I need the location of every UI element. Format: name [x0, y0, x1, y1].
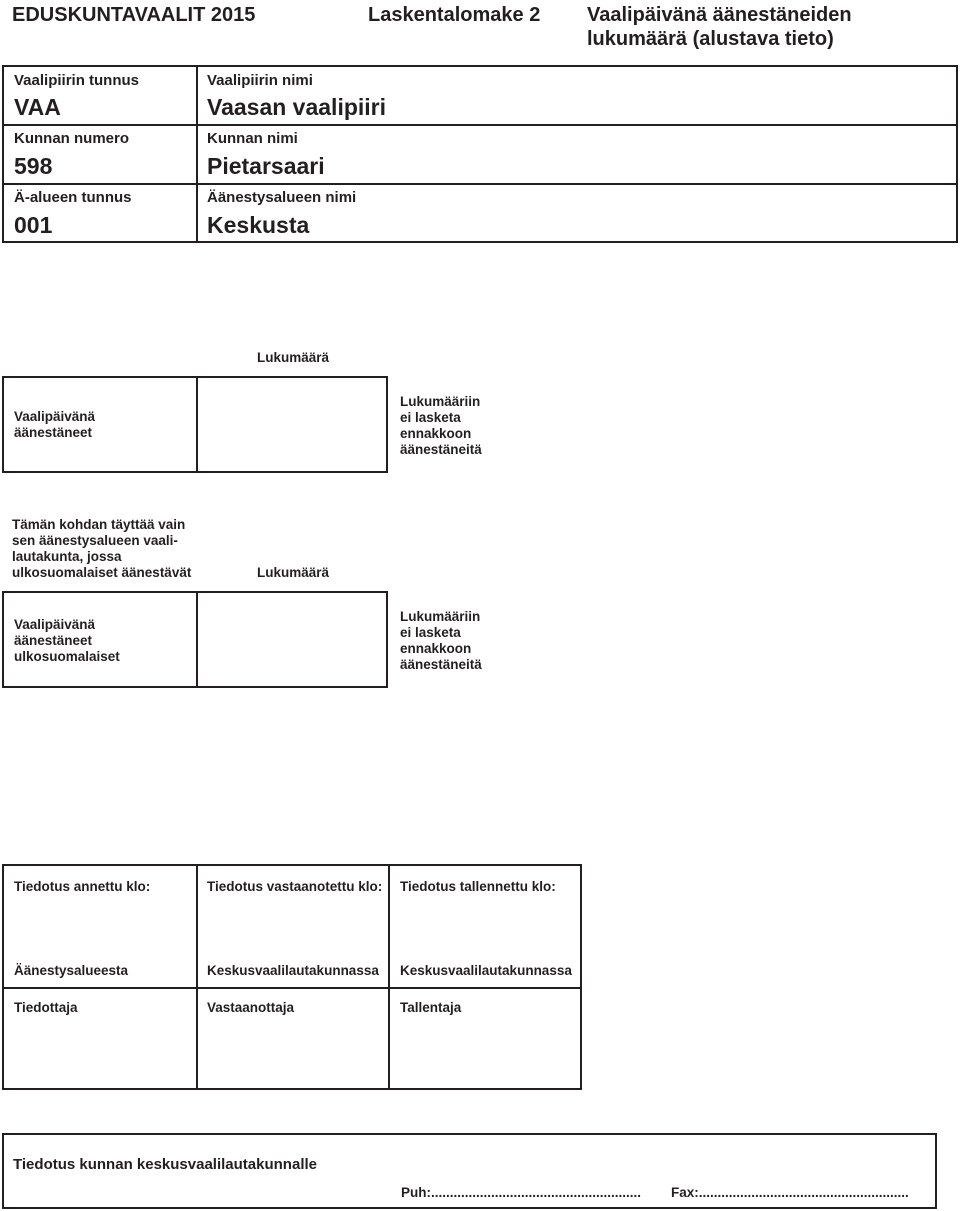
- section1-note: Lukumääriin ei lasketa ennakkoon äänestäneitä: [400, 394, 482, 457]
- district-name-label: Vaalipiirin nimi: [207, 72, 313, 89]
- municipality-number: 598: [14, 153, 53, 179]
- area-name-label: Äänestysalueen nimi: [207, 189, 357, 206]
- info-box: [2, 65, 958, 243]
- area-code-label: Ä-alueen tunnus: [14, 189, 132, 206]
- district-name: Vaasan vaalipiiri: [207, 94, 387, 120]
- form-title-line2: lukumäärä (alustava tieto): [587, 28, 834, 50]
- place-col1: Äänestysalueesta: [14, 963, 129, 978]
- place-col2: Keskusvaalilautakunnassa: [207, 963, 379, 978]
- section1-count-header: Lukumäärä: [257, 350, 330, 365]
- section2-instruction: Tämän kohdan täyttää vain sen äänestysalueen vaali- lautakunta, jossa ulkosuomalaiset äänestävät: [12, 517, 192, 580]
- section2-count-field[interactable]: [200, 595, 384, 684]
- section2-row-label: Vaalipäivänä äänestäneet ulkosuomalaiset: [14, 617, 120, 664]
- person-col3: Tallentaja: [400, 1000, 462, 1015]
- area-name: Keskusta: [207, 212, 310, 238]
- signature-table: [2, 864, 582, 1090]
- section2-count-header: Lukumäärä: [257, 565, 330, 580]
- time-received-label: Tiedotus vastaanotettu klo:: [207, 879, 383, 894]
- municipality-number-label: Kunnan numero: [14, 130, 129, 147]
- municipality-name: Pietarsaari: [207, 153, 325, 179]
- section2-box: [2, 591, 388, 688]
- time-saved-label: Tiedotus tallennettu klo:: [400, 879, 556, 894]
- section1-row-label: Vaalipäivänä äänestäneet: [14, 409, 96, 440]
- fax-field[interactable]: Fax:........................................................: [671, 1185, 909, 1200]
- footer-box: [2, 1133, 937, 1209]
- section2-note: Lukumääriin ei lasketa ennakkoon äänestäneitä: [400, 609, 482, 672]
- form-title-line1: Vaalipäivänä äänestäneiden: [587, 4, 852, 26]
- footer-title: Tiedotus kunnan keskusvaalilautakunnalle: [13, 1156, 317, 1173]
- election-title: EDUSKUNTAVAALIT 2015: [12, 4, 256, 26]
- form-name: Laskentalomake 2: [368, 4, 541, 26]
- person-col2: Vastaanottaja: [207, 1000, 295, 1015]
- area-code: 001: [14, 212, 53, 238]
- place-col3: Keskusvaalilautakunnassa: [400, 963, 572, 978]
- phone-field[interactable]: Puh:........................................................: [401, 1185, 642, 1200]
- section1-box: [2, 376, 388, 473]
- section1-count-field[interactable]: [200, 380, 384, 469]
- municipality-name-label: Kunnan nimi: [207, 130, 298, 147]
- district-code-label: Vaalipiirin tunnus: [14, 72, 140, 89]
- person-col1: Tiedottaja: [14, 1000, 78, 1015]
- time-given-label: Tiedotus annettu klo:: [14, 879, 151, 894]
- district-code: VAA: [14, 94, 61, 120]
